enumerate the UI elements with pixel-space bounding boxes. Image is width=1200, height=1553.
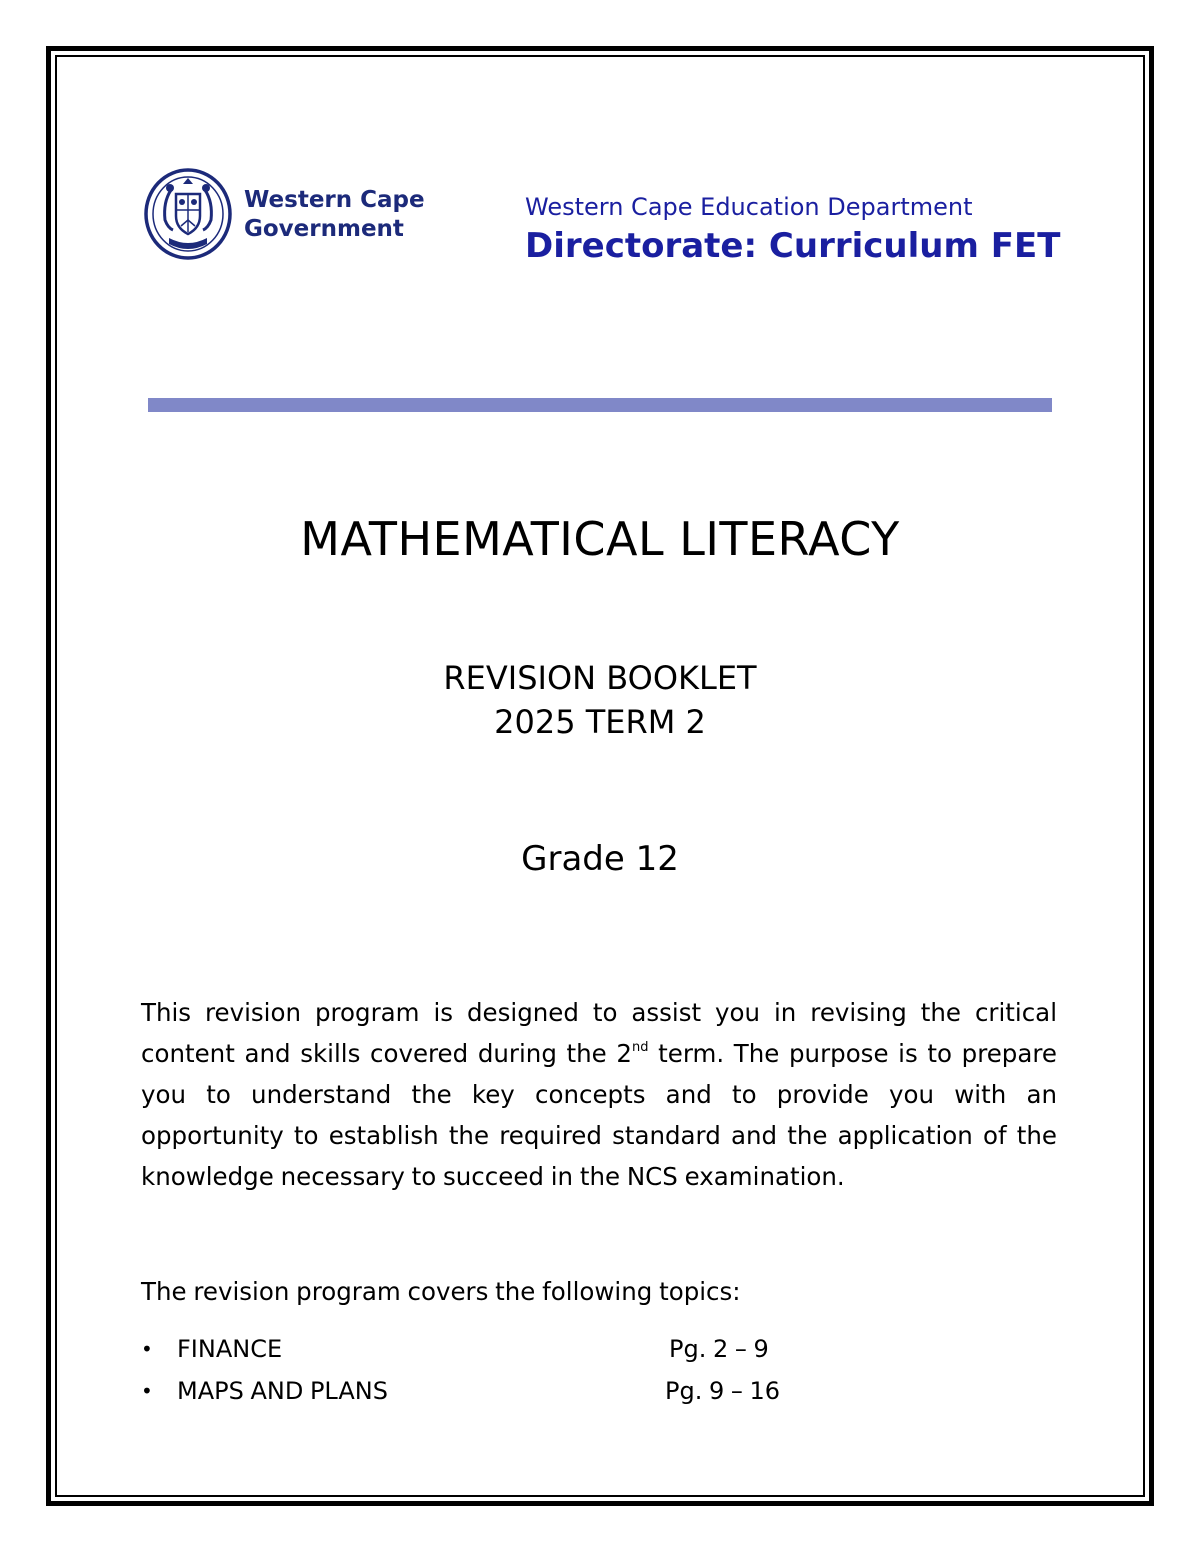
bullet-icon: • [141, 1337, 153, 1361]
topic-name: MAPS AND PLANS [177, 1377, 388, 1405]
topics-heading: The revision program covers the following topics: [141, 1277, 741, 1306]
header-department-block [525, 190, 1085, 269]
grade-label: Grade 12 [521, 839, 679, 879]
directorate-name: Directorate: Curriculum FET [525, 226, 1061, 266]
intro-text-end: term. The purpose is to prepare you to understand the key concepts and to provide you with an opportunity to establish the required standard and the application of the knowledge necessary to succeed in the NCS examination. [141, 1039, 1057, 1191]
bullet-icon: • [141, 1379, 153, 1403]
booklet-label: REVISION BOOKLET [443, 659, 757, 697]
header-divider [148, 398, 1052, 412]
topic-item [141, 1372, 841, 1410]
topic-name: FINANCE [177, 1335, 283, 1363]
intro-text-start: This revision program is designed to assist you in revising the critical content and skills covered during the 2 [141, 998, 1057, 1068]
topic-pages: Pg. 2 – 9 [669, 1335, 769, 1363]
western-cape-government-logo [143, 168, 463, 264]
logo-line-2: Government [244, 216, 404, 242]
topic-pages: Pg. 9 – 16 [665, 1377, 781, 1405]
booklet-title-block [60, 656, 1140, 744]
term-label: 2025 TERM 2 [494, 703, 706, 741]
subject-title: MATHEMATICAL LITERACY [300, 512, 900, 566]
department-name: Western Cape Education Department [525, 193, 973, 221]
intro-paragraph [141, 992, 1057, 1197]
topic-item [141, 1330, 841, 1368]
coat-of-arms-icon [143, 168, 239, 264]
intro-ordinal-suffix: nd [631, 1040, 649, 1055]
logo-line-1: Western Cape [244, 187, 425, 213]
